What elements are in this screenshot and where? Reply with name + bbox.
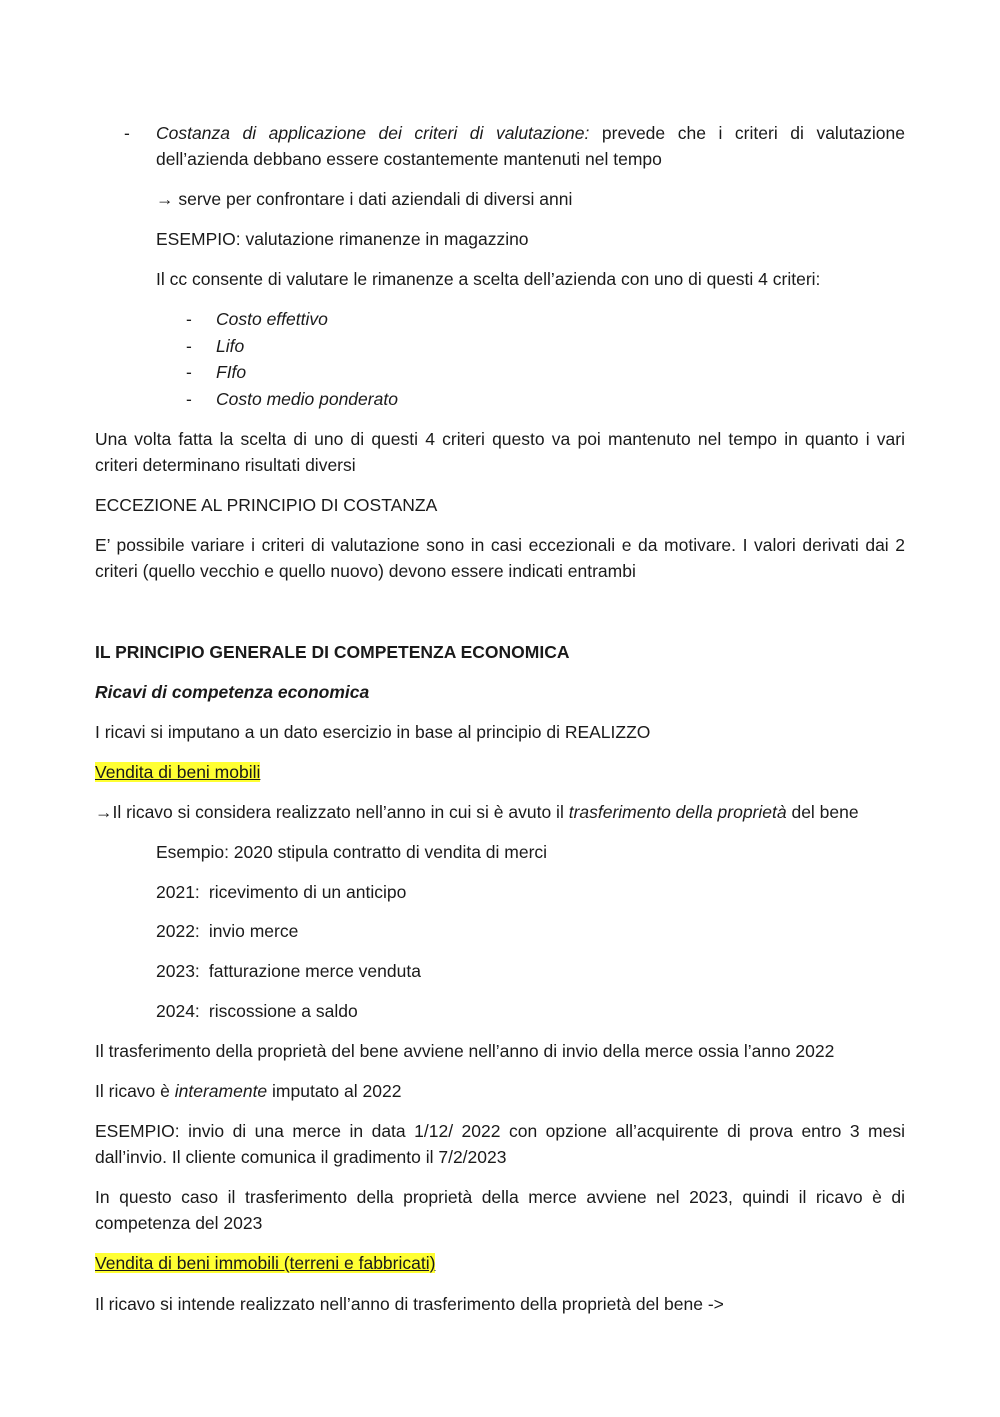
example2-paragraph: ESEMPIO: invio di una merce in data 1/12/ 2022 con opzione all’acquirente di prova entro 3 mesi dall’invio. Il cliente comunica il gradimento il 7/2/2023 bbox=[95, 1121, 905, 1167]
timeline-item bbox=[156, 958, 966, 984]
costanza-title: Costanza di applicazione dei criteri di valutazione: bbox=[156, 123, 590, 143]
timeline-text: riscossione a saldo bbox=[208, 1001, 358, 1021]
timeline-item bbox=[156, 998, 966, 1024]
timeline-year: 2024: bbox=[156, 1001, 200, 1021]
costanza-text: prevede che i criteri di valutazione dell’azienda debbano essere costantemente mantenuti nel tempo bbox=[156, 123, 905, 169]
example-line: ESEMPIO: valutazione rimanenze in magazzino bbox=[156, 229, 529, 249]
imputed-post: imputato al 2022 bbox=[267, 1081, 402, 1101]
criteria-item: Costo effettivo bbox=[216, 309, 328, 329]
mobili-rule-pre: →Il ricavo si considera realizzato nell’anno in cui si è avuto il bbox=[95, 802, 569, 822]
list-bullet: - bbox=[124, 123, 130, 143]
realizzo-intro: I ricavi si imputano a un dato esercizio in base al principio di REALIZZO bbox=[95, 722, 651, 742]
immobili-title-line bbox=[95, 1250, 905, 1276]
section-subheading: Ricavi di competenza economica bbox=[95, 682, 370, 702]
arrow-note: → serve per confrontare i dati aziendali di diversi anni bbox=[156, 189, 573, 209]
timeline-item bbox=[156, 879, 966, 905]
mobili-rule-italic: trasferimento della proprietà bbox=[568, 802, 787, 822]
mobili-title: Vendita di beni mobili bbox=[95, 762, 261, 782]
criteria-after-paragraph: Una volta fatta la scelta di uno di questi 4 criteri questo va poi mantenuto nel tempo in quanto i vari criteri determinano risultati diversi bbox=[95, 429, 905, 475]
list-bullet: - bbox=[186, 309, 192, 329]
mobili-imputed bbox=[95, 1078, 905, 1104]
example-label: Esempio: 2020 stipula contratto di vendita di merci bbox=[156, 842, 548, 862]
exception-paragraph: E’ possibile variare i criteri di valutazione sono in casi eccezionali e da motivare. I valori derivati dai 2 criteri (quello vecchio e quello nuovo) devono essere indicati entrambi bbox=[95, 535, 905, 581]
criteria-item: Lifo bbox=[216, 336, 245, 356]
list-bullet: - bbox=[186, 362, 192, 382]
list-bullet: - bbox=[186, 389, 192, 409]
example2-result: In questo caso il trasferimento della proprietà della merce avviene nel 2023, quindi il ricavo è di competenza del 2023 bbox=[95, 1187, 905, 1233]
mobili-conclusion: Il trasferimento della proprietà del bene avviene nell’anno di invio della merce ossia l’anno 2022 bbox=[95, 1041, 835, 1061]
timeline-text: fatturazione merce venduta bbox=[208, 961, 421, 981]
immobili-rule: Il ricavo si intende realizzato nell’anno di trasferimento della proprietà del bene -> bbox=[95, 1294, 724, 1314]
timeline-text: invio merce bbox=[208, 921, 299, 941]
immobili-title: Vendita di beni immobili (terreni e fabbricati) bbox=[95, 1253, 436, 1273]
timeline-item bbox=[156, 918, 966, 944]
list-bullet: - bbox=[186, 336, 192, 356]
criteria-item: FIfo bbox=[216, 362, 247, 382]
criteria-intro: Il cc consente di valutare le rimanenze a scelta dell’azienda con uno di questi 4 criteri: bbox=[156, 269, 821, 289]
timeline-year: 2022: bbox=[156, 921, 200, 941]
costanza-paragraph bbox=[156, 120, 905, 172]
mobili-rule-post: del bene bbox=[786, 802, 859, 822]
timeline-year: 2021: bbox=[156, 882, 200, 902]
exception-title: ECCEZIONE AL PRINCIPIO DI COSTANZA bbox=[95, 495, 438, 515]
section-heading: IL PRINCIPIO GENERALE DI COMPETENZA ECONOMICA bbox=[95, 642, 570, 662]
imputed-pre: Il ricavo è bbox=[95, 1081, 175, 1101]
imputed-italic: interamente bbox=[174, 1081, 268, 1101]
mobili-rule bbox=[95, 799, 905, 825]
timeline-text: ricevimento di un anticipo bbox=[208, 882, 407, 902]
mobili-title-line bbox=[95, 759, 905, 785]
criteria-item: Costo medio ponderato bbox=[216, 389, 398, 409]
timeline-year: 2023: bbox=[156, 961, 200, 981]
